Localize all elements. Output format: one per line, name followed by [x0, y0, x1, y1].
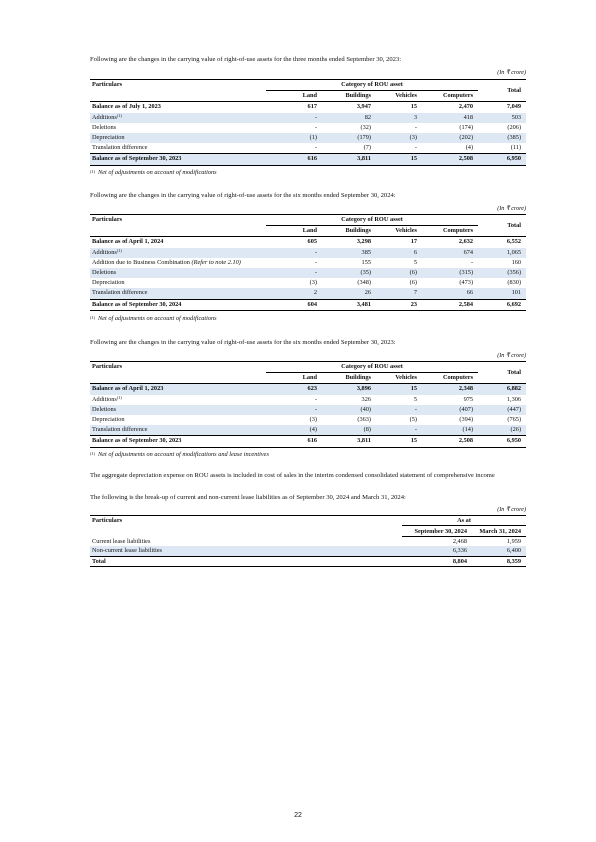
cell-value: 2,470: [458, 103, 474, 111]
table3-intro: Following are the changes in the carrying value of right-of-use assets for the six months ended September 30, 2023:: [90, 339, 396, 346]
cell-value: 6,400: [472, 546, 526, 556]
cell-value: (3): [309, 279, 317, 287]
cell-value: 2,508: [422, 154, 478, 165]
table-row: [90, 425, 526, 436]
row-label: Deletions: [90, 405, 266, 415]
header-category: Category of ROU asset: [266, 215, 478, 226]
table-row: [90, 133, 526, 143]
header-buildings: Buildings: [322, 373, 376, 384]
cell-value: 6: [376, 248, 422, 258]
table2-footnote: $^{(1)}$ Net of adjustments on account of modifications: [90, 315, 217, 322]
cell-value: (14): [422, 425, 478, 436]
cell-value: 7: [376, 288, 422, 299]
header-category: Category of ROU asset: [266, 80, 478, 91]
table-row: [90, 113, 526, 123]
header-category: Category of ROU asset: [266, 362, 478, 373]
row-label: Depreciation: [90, 133, 266, 143]
page-number: 22: [294, 812, 302, 819]
cell-value: (32): [360, 123, 371, 131]
header-mar-2024: March 31, 2024: [472, 526, 526, 536]
cell-value: 6,882: [478, 384, 526, 395]
row-label: Total: [90, 556, 402, 566]
cell-value: (40): [322, 405, 376, 415]
cell-value: 15: [376, 154, 422, 165]
unit-label: (In ₹ crore): [497, 206, 526, 212]
cell-value: 385: [322, 248, 376, 258]
header-buildings: Buildings: [322, 91, 376, 102]
cell-value: (447): [478, 405, 526, 415]
header-land: Land: [266, 373, 322, 384]
row-label: Deletions: [92, 123, 117, 131]
cell-value: -: [266, 248, 322, 258]
header-total: Total: [478, 80, 526, 102]
row-label: Addition due to Business Combination (Refer to note 2.10): [92, 258, 241, 266]
table2-intro: Following are the changes in the carrying value of right-of-use assets for the six months ended September 30, 2024:: [90, 192, 396, 199]
cell-value: (4): [465, 144, 474, 152]
cell-value: (394): [459, 416, 474, 424]
cell-value: (26): [478, 425, 526, 436]
row-label: Depreciation: [92, 416, 125, 424]
cell-value: (5): [409, 416, 417, 424]
cell-value: 7,049: [506, 103, 522, 111]
cell-value: 8,359: [472, 556, 526, 566]
cell-value: (348): [357, 279, 371, 287]
cell-value: 6,950: [478, 154, 526, 165]
cell-value: 82: [322, 113, 376, 123]
header-vehicles: Vehicles: [376, 91, 422, 102]
row-label: Balance as of April 1, 2024: [92, 238, 164, 246]
table-row: [90, 278, 526, 288]
cell-value: -: [414, 144, 417, 152]
row-label: Deletions: [90, 268, 266, 278]
cell-value: 3,481: [322, 299, 376, 310]
row-label: Balance as of April 1, 2023: [90, 384, 266, 395]
row-label: Balance as of July 1, 2023: [92, 103, 161, 111]
unit-label: (In ₹ crore): [497, 507, 526, 513]
row-label: Balance as of September 30, 2023: [90, 436, 266, 447]
cell-value: 23: [376, 299, 422, 310]
table-row: [90, 384, 526, 395]
cell-value: -: [266, 113, 322, 123]
cell-value: (4): [266, 425, 322, 436]
row-label: Non-current lease liabilities: [90, 546, 402, 556]
header-vehicles: Vehicles: [376, 373, 422, 384]
row-label: Additions$^{(1)}$: [92, 394, 122, 403]
row-label: Translation difference: [90, 425, 266, 436]
table-row: [90, 123, 526, 133]
cell-value: (6): [409, 279, 417, 287]
cell-value: (765): [507, 416, 522, 424]
cell-value: (6): [376, 268, 422, 278]
cell-value: 503: [478, 113, 526, 123]
cell-value: -: [414, 123, 417, 131]
row-label: Balance as of September 30, 2024: [90, 299, 266, 310]
table-row: [90, 395, 526, 405]
header-vehicles: Vehicles: [376, 226, 422, 237]
cell-value: (830): [507, 279, 522, 287]
cell-value: (356): [478, 268, 526, 278]
cell-value: (7): [363, 144, 371, 152]
unit-label: (In ₹ crore): [497, 70, 526, 76]
table-row: [90, 299, 526, 310]
header-sep-2024: September 30, 2024: [402, 526, 472, 536]
cell-value: 15: [376, 384, 422, 395]
cell-value: 6,692: [478, 299, 526, 310]
table-row: [90, 288, 526, 299]
cell-value: (8): [322, 425, 376, 436]
rou-table-q2-2023: [90, 79, 526, 166]
cell-value: 418: [422, 113, 478, 123]
cell-value: (202): [422, 133, 478, 143]
cell-value: 6,552: [506, 238, 522, 246]
cell-value: 66: [422, 288, 478, 299]
cell-value: -: [470, 258, 474, 266]
cell-value: -: [314, 144, 317, 152]
cell-value: (3): [376, 133, 422, 143]
header-computers: Computers: [422, 373, 478, 384]
cell-value: 8,804: [402, 556, 472, 566]
cell-value: (3): [309, 416, 317, 424]
lease-intro: The following is the break-up of current and non-current lease liabilities as of September 30, 2024 and March 31, 2024:: [90, 494, 406, 501]
header-total: Total: [478, 215, 526, 237]
cell-value: -: [266, 405, 322, 415]
cell-value: 3,811: [322, 154, 376, 165]
cell-value: 6,950: [478, 436, 526, 447]
cell-value: (179): [322, 133, 376, 143]
table-row: [90, 258, 526, 268]
cell-value: 975: [463, 395, 474, 403]
cell-value: 623: [266, 384, 322, 395]
cell-value: 616: [266, 154, 322, 165]
header-particulars: Particulars: [90, 362, 266, 373]
table-row: [90, 536, 526, 546]
cell-value: (174): [459, 123, 474, 131]
cell-value: -: [314, 395, 317, 403]
cell-value: 326: [361, 395, 371, 403]
cell-value: 15: [410, 103, 417, 111]
depreciation-paragraph: The aggregate depreciation expense on ROU assets is included in cost of sales in the interim condensed consolidated statement of comprehensive income: [90, 472, 495, 479]
cell-value: 1,065: [478, 248, 526, 258]
cell-value: 101: [478, 288, 526, 299]
table-row: [90, 405, 526, 415]
table-row: [90, 143, 526, 154]
table-row: [90, 436, 526, 447]
table1-intro: Following are the changes in the carrying value of right-of-use assets for the three months ended September 30, 2023:: [90, 56, 402, 63]
unit-label: (In ₹ crore): [497, 353, 526, 359]
row-label: Depreciation: [92, 279, 125, 287]
table-row: [90, 546, 526, 556]
rou-table-h1-2024: [90, 214, 526, 311]
table-row: [90, 237, 526, 248]
cell-value: 3: [376, 113, 422, 123]
table1-footnote: $^{(1)}$ Net of adjustments on account of modifications: [90, 169, 217, 176]
row-label: Balance as of September 30, 2023: [90, 154, 266, 165]
header-particulars: Particulars: [90, 516, 402, 526]
row-label: Additions$^{(1)}$: [90, 248, 266, 258]
header-total: Total: [478, 362, 526, 384]
header-land: Land: [266, 226, 322, 237]
cell-value: (206): [507, 123, 522, 131]
cell-value: 155: [361, 258, 371, 266]
cell-value: 3,896: [322, 384, 376, 395]
cell-value: 2,468: [452, 537, 467, 545]
header-as-at: As at: [402, 516, 526, 526]
cell-value: 604: [266, 299, 322, 310]
cell-value: 2,632: [458, 238, 474, 246]
cell-value: 2,348: [422, 384, 478, 395]
cell-value: 2,584: [422, 299, 478, 310]
table-row: [90, 154, 526, 165]
table-row: [90, 268, 526, 278]
table-row: [90, 248, 526, 258]
cell-value: 674: [422, 248, 478, 258]
table-row: [90, 415, 526, 425]
cell-value: 5: [413, 258, 417, 266]
header-computers: Computers: [422, 91, 478, 102]
cell-value: (407): [422, 405, 478, 415]
cell-value: -: [314, 123, 317, 131]
header-buildings: Buildings: [322, 226, 376, 237]
header-particulars: Particulars: [90, 80, 266, 91]
lease-liabilities-table: [90, 515, 526, 567]
rou-table-h1-2023: [90, 361, 526, 448]
table3-footnote: $^{(1)}$ Net of adjustments on account of modifications and lease incentives: [90, 451, 269, 458]
cell-value: 3,947: [356, 103, 371, 111]
cell-value: -: [314, 258, 317, 266]
cell-value: -: [266, 268, 322, 278]
header-particulars: Particulars: [90, 215, 266, 226]
header-computers: Computers: [422, 226, 478, 237]
table-row: [90, 556, 526, 566]
cell-value: 160: [511, 258, 522, 266]
cell-value: 617: [307, 103, 317, 111]
header-land: Land: [266, 91, 322, 102]
cell-value: 1,959: [506, 537, 522, 545]
row-label: Translation difference: [90, 288, 266, 299]
cell-value: 2,508: [422, 436, 478, 447]
row-label: Current lease liabilities: [92, 537, 151, 545]
table-row: [90, 102, 526, 113]
cell-value: 2: [266, 288, 322, 299]
cell-value: 5: [413, 395, 417, 403]
cell-value: (363): [357, 416, 371, 424]
cell-value: -: [376, 425, 422, 436]
row-label: Translation difference: [92, 144, 148, 152]
cell-value: 26: [322, 288, 376, 299]
cell-value: 15: [376, 436, 422, 447]
cell-value: 17: [410, 238, 417, 246]
row-label: Additions$^{(1)}$: [90, 113, 266, 123]
cell-value: 605: [307, 238, 317, 246]
cell-value: -: [376, 405, 422, 415]
cell-value: 616: [266, 436, 322, 447]
cell-value: (35): [322, 268, 376, 278]
cell-value: (473): [459, 279, 474, 287]
cell-value: (1): [266, 133, 322, 143]
cell-value: (11): [510, 144, 522, 152]
cell-value: 1,306: [506, 395, 522, 403]
cell-value: (315): [422, 268, 478, 278]
cell-value: 6,336: [402, 546, 472, 556]
cell-value: 3,811: [322, 436, 376, 447]
cell-value: 3,298: [356, 238, 371, 246]
cell-value: (385): [478, 133, 526, 143]
